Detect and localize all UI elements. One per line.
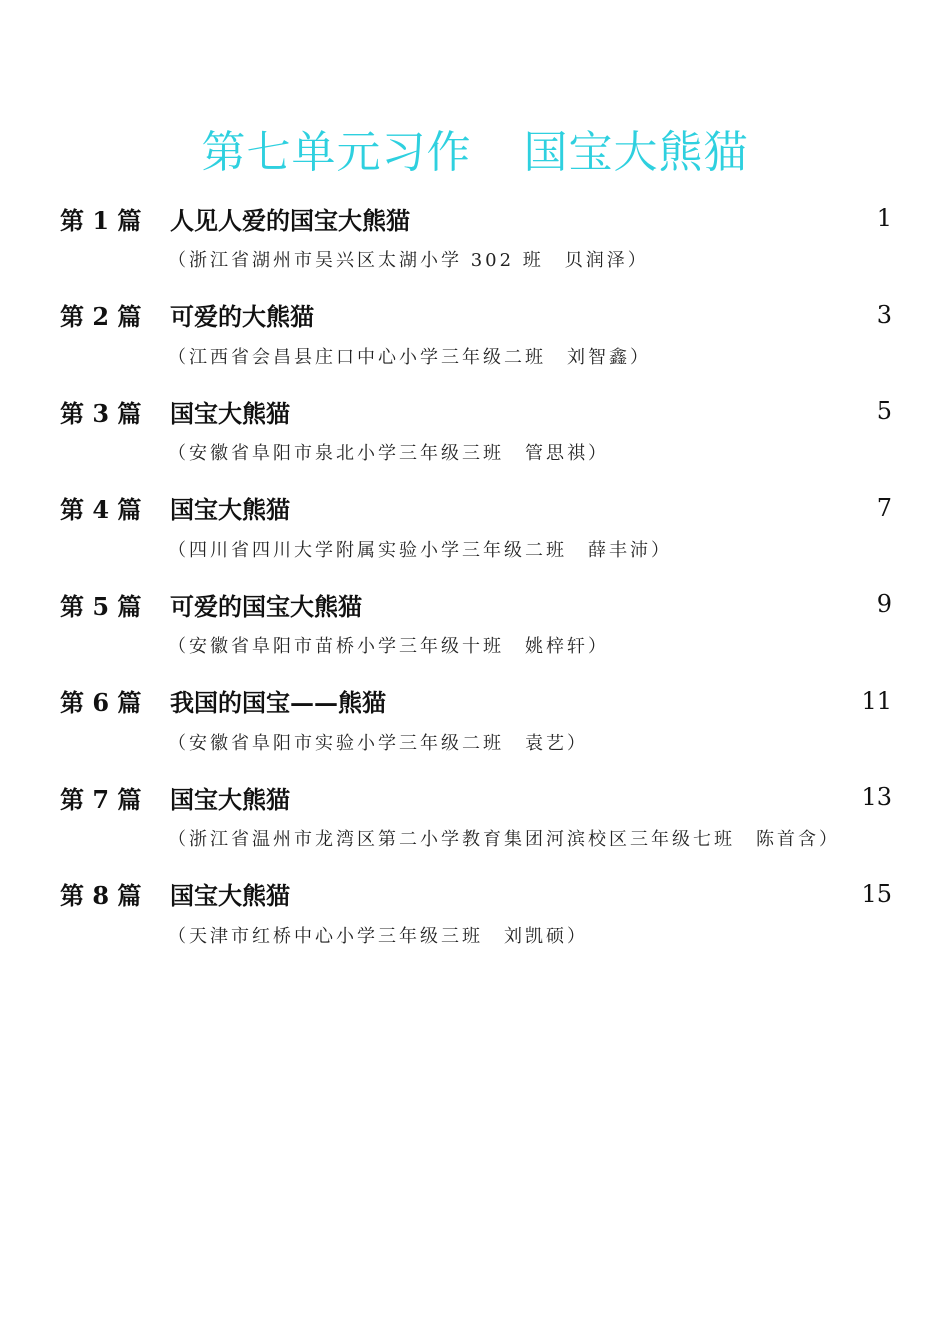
toc-row[interactable] (60, 486, 892, 530)
entry-number: 第 4 篇 (60, 495, 142, 524)
entry-title: 我国的国宝——熊猫 (170, 688, 386, 717)
toc-entry-8 (0, 872, 950, 969)
page-number: 5 (876, 397, 892, 425)
entry-title: 国宝大熊猫 (170, 881, 290, 910)
entry-author: （安徽省阜阳市苗桥小学三年级十班 姚梓轩） (168, 636, 609, 657)
entry-title: 国宝大熊猫 (170, 398, 290, 428)
page-number: 11 (861, 686, 892, 715)
toc-entry-3 (0, 389, 950, 486)
entry-title: 可爱的国宝大熊猫 (170, 591, 362, 621)
page-number: 7 (876, 493, 892, 522)
toc-row[interactable] (60, 196, 892, 240)
dot-leader (294, 486, 871, 530)
toc-row[interactable] (60, 389, 892, 433)
title-topic: 国宝大熊猫 (523, 127, 749, 178)
toc-entry-6 (0, 679, 950, 776)
entry-author: （安徽省阜阳市实验小学三年级二班 袁艺） (168, 732, 588, 754)
entry-author: （浙江省温州市龙湾区第二小学教育集团河滨校区三年级七班 陈首含） (168, 829, 840, 850)
toc-entry-5 (0, 582, 950, 679)
toc-row[interactable] (60, 293, 892, 337)
page-number: 3 (876, 300, 892, 329)
page-title (0, 116, 950, 180)
entry-number: 第 5 篇 (60, 591, 142, 621)
entry-number: 第 2 篇 (60, 302, 142, 331)
toc-entry-1 (0, 196, 950, 293)
toc-row[interactable] (60, 872, 892, 916)
entry-author: （江西省会昌县庄口中心小学三年级二班 刘智鑫） (168, 346, 651, 368)
dot-leader (390, 679, 855, 723)
entry-title: 人见人爱的国宝大熊猫 (170, 205, 410, 235)
entry-number: 第 6 篇 (60, 688, 142, 717)
dot-leader (294, 775, 855, 819)
toc-row[interactable] (60, 582, 892, 626)
entry-title: 国宝大熊猫 (170, 784, 290, 814)
entry-number: 第 7 篇 (60, 784, 142, 814)
entry-number: 第 1 篇 (60, 205, 142, 235)
entry-title: 国宝大熊猫 (170, 495, 290, 524)
entry-number: 第 8 篇 (60, 881, 142, 910)
entry-title: 可爱的大熊猫 (170, 302, 314, 331)
entry-author: （天津市红桥中心小学三年级三班 刘凯硕） (168, 925, 588, 947)
page-number: 9 (876, 590, 892, 618)
dot-leader (414, 196, 871, 240)
page-number: 1 (876, 204, 892, 232)
dot-leader (318, 293, 871, 337)
toc-row[interactable] (60, 775, 892, 819)
entry-number: 第 3 篇 (60, 398, 142, 428)
toc-entry-4 (0, 486, 950, 583)
entry-author: （四川省四川大学附属实验小学三年级二班 薛丰沛） (168, 539, 672, 561)
entry-author: （浙江省湖州市吴兴区太湖小学 302 班 贝润泽） (168, 250, 649, 271)
dot-leader (294, 389, 871, 433)
toc-row[interactable] (60, 679, 892, 723)
page-number: 15 (861, 879, 892, 908)
dot-leader (294, 872, 855, 916)
entry-author: （安徽省阜阳市泉北小学三年级三班 管思祺） (168, 443, 609, 464)
title-unit: 第七单元习作 (201, 127, 472, 178)
dot-leader (366, 582, 871, 626)
page-number: 13 (861, 783, 892, 811)
toc-entry-2 (0, 293, 950, 390)
toc-entry-7 (0, 775, 950, 872)
table-of-contents (0, 196, 950, 968)
